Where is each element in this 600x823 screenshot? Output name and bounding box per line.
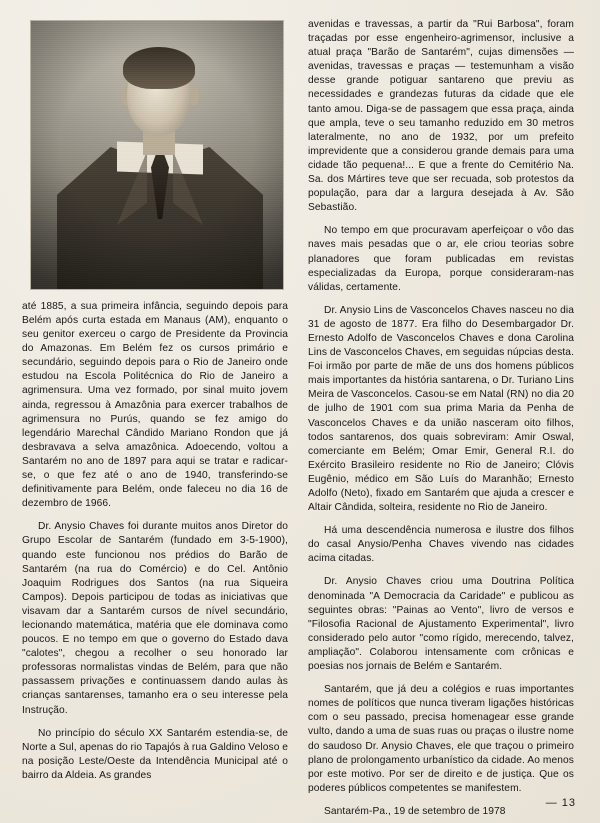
portrait-grain-texture (31, 21, 283, 289)
folio-page-number: 13 (561, 797, 576, 809)
portrait-photo (30, 20, 284, 290)
paragraph: Santarém, que já deu a colégios e ruas importantes nomes de políticos que nunca tiveram ligações históricas com o seu passado, precisa homenagear esse grande vulto, dando a uma de suas ruas ou praças o ilustre nome do saudoso Dr. Anysio Chaves, ele que traçou o primeiro plano de prolongamento urbanístico da cidade. Ao menos por este motivo. Por ser de direito e de justiça. Que os poderes públicos competentes se manifestem. (308, 684, 574, 794)
paragraph: No tempo em que procuravam aperfeiçoar o vôo das naves mais pesadas que o ar, ele criou teorias sobre planadores que foram publicadas em revistas especializadas da Europa, porque consideraram-nas válidas, certamente. (308, 225, 574, 293)
folio-dash: — (545, 797, 558, 809)
page-folio (546, 797, 576, 809)
portrait-photo-image (31, 21, 283, 289)
paragraph: Dr. Anysio Chaves foi durante muitos anos Diretor do Grupo Escolar de Santarém (fundado em 3-5-1900), quando este funcionou nos prédios do Barão de Santarém (na rua do Comércio) e do Cel. Antônio Joaquim Rodrigues dos Santos (na rua Siqueira Campos). Depois participou de todas as iniciativas que visavam dar a Santarém cursos de nível secundário, lecionando matemática, matéria que ele dominava como poucos. E no tempo em que o governo do Estado dava "calotes", chegou a recolher o seu honorado lar professoras normalistas vindas de Belém, para que não passassem privações e continuassem dando aulas às crianças santarenses, tamanho era o seu interesse pela Instrução. (22, 521, 288, 716)
paragraph: Há uma descendência numerosa e ilustre dos filhos do casal Anysio/Penha Chaves vivendo nas cidades acima citadas. (308, 525, 574, 565)
paragraph: até 1885, a sua primeira infância, seguindo depois para Belém após curta estada em Manaus (AM), enquanto o seu genitor exerceu o cargo de Presidente da Provincia do Amazonas. Em Belém fez os cursos primário e secundário, seguindo depois para o Rio de Janeiro onde estudou na Escola Politécnica do Rio de Janeiro a agrimensura. Uma vez formado, por sinal muito jovem ainda, regressou à Amazônia para exercer trabalhos de agrimensura no Purús, quando se fez amigo do legendário Marechal Cândido Mariano Rondon que já desbravava a selva amazônica. Adoecendo, voltou a Santarém no ano de 1897 para aqui se tratar e radicar-se, o que fez até o ano de 1940, transferindo-se definitivamente para Belém, onde faleceu no dia 16 de dezembro de 1966. (22, 300, 288, 510)
paragraph: Dr. Anysio Chaves criou uma Doutrina Política denominada "A Democracia da Caridade" e publicou as seguintes obras: "Painas ao Vento", livro de versos e "Filosofia Racional de Ajustamento Experimental", livro considerado pelo autor "como rígido, merecendo, talvez, ampliação". Colaborou intensamente com crônicas e poesias nos jornais de Belém e Santarém. (308, 576, 574, 673)
left-column (22, 18, 288, 783)
paragraph: avenidas e travessas, a partir da "Rui Barbosa", foram traçadas por esse engenheiro-agrimensor, inclusive a atual praça "Barão de Santarém", cujas dimensões — avenidas, travessas e praças — testemunham a visão desse grande potiguar santareno que previu as necessidades e grandezas futuras da cidade que ele tanto amou. Diga-se de passagem que essa praça, ainda que ampla, teve o seu tamanho reduzido em 30 metros lateralmente, no ano de 1932, por um prefeito imprevidente que a considerou grande demais para uma cidade tão pequena!... E que a frente do Cemitério Na. Sa. dos Mártires teve que ser recuada, sob protestos da população, para dar a largura desejada à Av. São Sebastião. (308, 19, 574, 214)
paragraph: No princípio do século XX Santarém estendia-se, de Norte a Sul, apenas do rio Tapajós à rua Galdino Veloso e na posição Leste/Oeste da Intendência Municipal até o bairro da Aldeia. As grandes (22, 727, 288, 781)
paragraph: Dr. Anysio Lins de Vasconcelos Chaves nasceu no dia 31 de agosto de 1877. Era filho do Desembargador Dr. Ernesto Adolfo de Vasconcelos Chaves e dona Carolina Lins de Vasconcelos Chaves, em seguidas núpcias desta. Foi irmão por parte de mãe de uns dos homens públicos mais importantes da história santarena, o Dr. Turiano Lins Meira de Vasconcelos. Casou-se em Natal (RN) no dia 20 de julho de 1901 com sua prima Maria da Penha de Vasconcelos Chaves e da união nasceram oito filhos, todos santarenos, dos quais sobreviram: Amir Oswal, comerciante em Belém; Omar Emir, General R.I. do Exército Brasileiro residente no Rio de Janeiro; Clóvis Eugênio, médico em São Luís do Maranhão; Ernesto Adolfo (Neto), fixado em Santarém que ajuda a crescer e Altair Cândida, solteira, residente no Rio de Janeiro. (308, 304, 575, 514)
dateline: Santarém-Pa., 19 de setembro de 1978 (324, 805, 506, 817)
